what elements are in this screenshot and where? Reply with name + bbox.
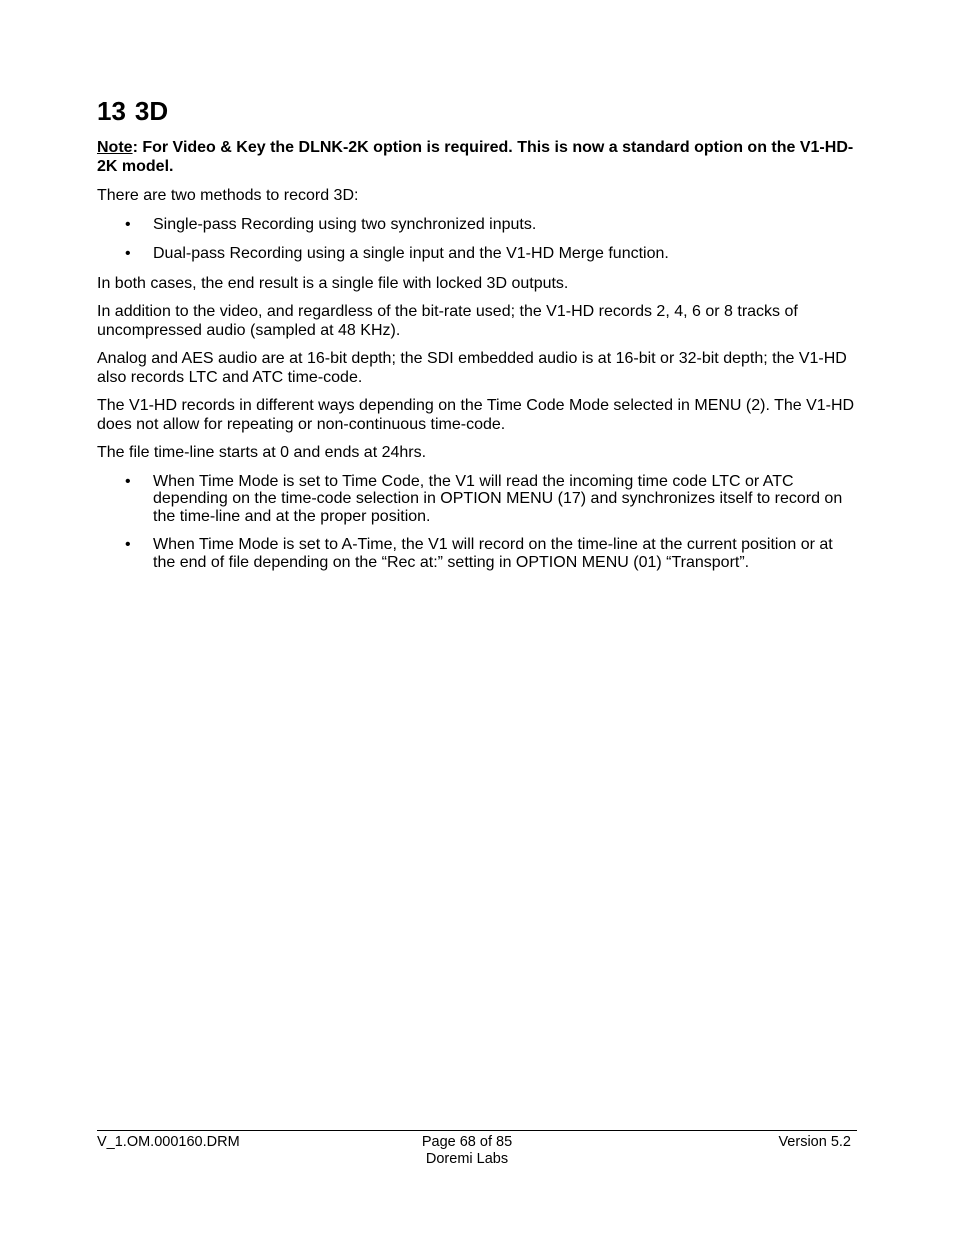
body-paragraph: In both cases, the end result is a single file with locked 3D outputs.	[97, 274, 569, 292]
note-text: : For Video & Key the DLNK-2K option is required. This is now a standard option on the V1-HD-2K model.	[97, 139, 854, 175]
footer-doc-id: V_1.OM.000160.DRM	[97, 1134, 240, 1150]
intro-paragraph: There are two methods to record 3D:	[97, 187, 359, 204]
section-heading	[97, 95, 857, 127]
time-mode-list	[97, 473, 857, 572]
body-paragraph: The V1-HD records in different ways depending on the Time Code Mode selected in MENU (2). The V1-HD does not allow for repeating or non-continuous time-code.	[97, 397, 855, 433]
methods-list	[97, 216, 857, 264]
footer-company: Doremi Labs	[425, 1151, 509, 1167]
document-page	[97, 95, 857, 582]
bullet: •	[125, 245, 131, 262]
list-item: • Dual-pass Recording using a single input and the V1-HD Merge function.	[125, 245, 669, 262]
list-item: • Single-pass Recording using two synchronized inputs.	[125, 215, 537, 233]
footer-center	[97, 1134, 837, 1168]
bullet: •	[125, 472, 131, 490]
list-item: • When Time Mode is set to Time Code, the V1 will read the incoming time code LTC or ATC depending on the time-code selection in OPTION MENU (17) and synchronizes itself to record on the time-line and at the proper position.	[125, 472, 843, 525]
section-number: 13	[97, 96, 126, 126]
footer-version: Version 5.2	[778, 1134, 851, 1150]
note-label: Note	[97, 139, 133, 156]
page-footer	[97, 1130, 857, 1167]
footer-page-number: Page 68 of 85	[421, 1134, 513, 1150]
list-item: • When Time Mode is set to A-Time, the V1 will record on the time-line at the current position or at the end of file depending on the “Rec at:” setting in OPTION MENU (01) “Transport”.	[125, 536, 833, 571]
body-paragraph: Analog and AES audio are at 16-bit depth; the SDI embedded audio is at 16-bit or 32-bit depth; the V1-HD also records LTC and ATC time-code.	[97, 350, 847, 386]
body-paragraph: In addition to the video, and regardless of the bit-rate used; the V1-HD records 2, 4, 6 or 8 tracks of uncompressed audio (sampled at 48 KHz).	[97, 303, 798, 339]
bullet: •	[125, 536, 131, 553]
section-title: 3D	[134, 96, 169, 126]
note-paragraph	[97, 139, 857, 176]
bullet: •	[125, 215, 131, 233]
body-paragraph: The file time-line starts at 0 and ends at 24hrs.	[97, 444, 427, 461]
